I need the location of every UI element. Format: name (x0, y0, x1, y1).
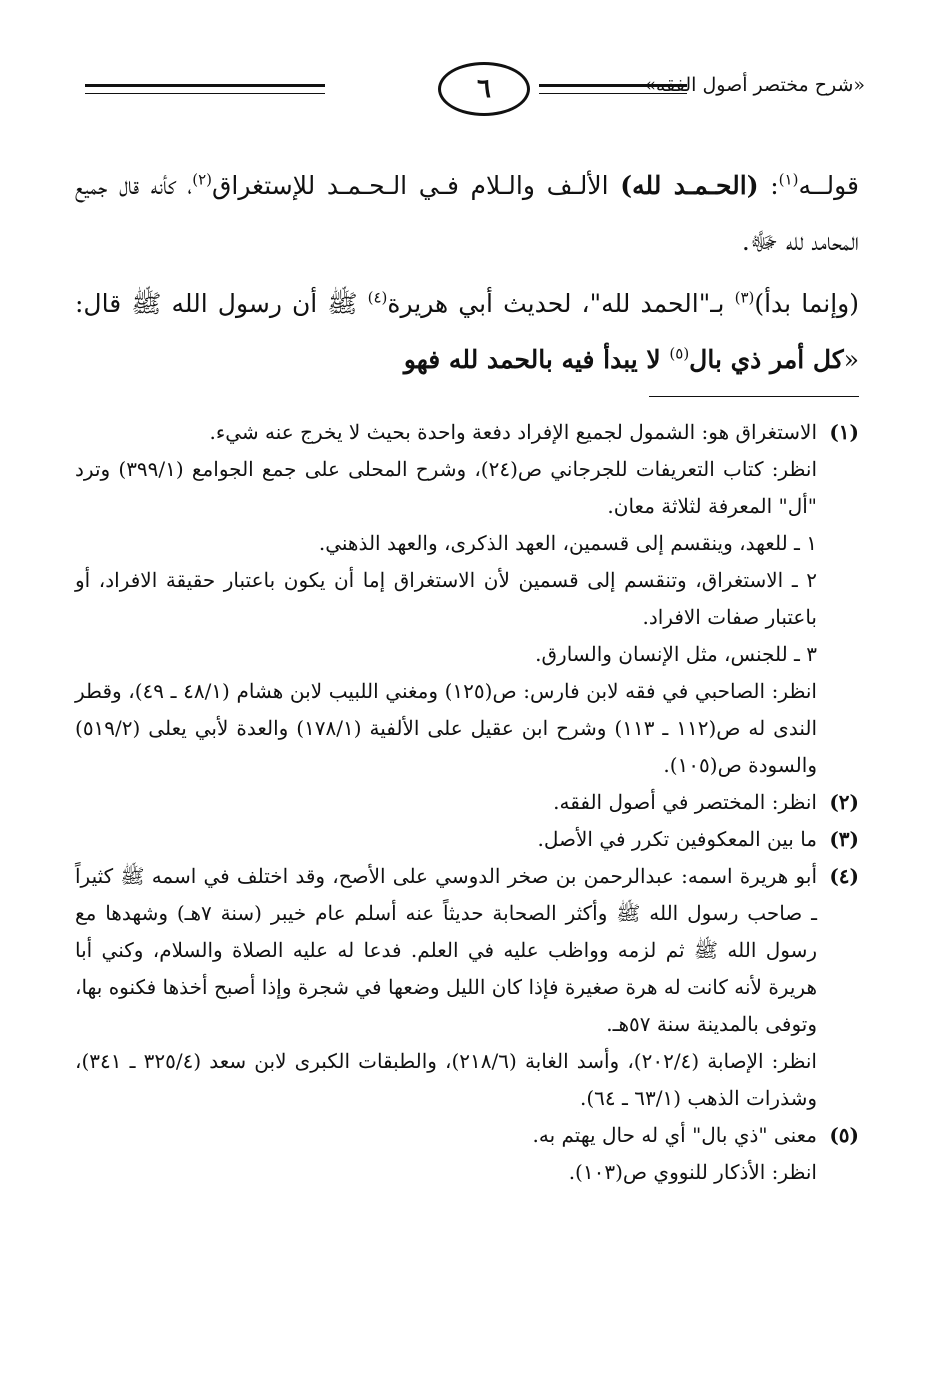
footnote-body (75, 858, 817, 1117)
footnotes (75, 414, 859, 1191)
footnote-number: (٣) (829, 827, 859, 851)
footnote-4 (75, 858, 859, 1117)
p1-bold-phrase: (الحـمـد لله) (620, 171, 759, 200)
footnote-line: ما بين المعكوفين تكرر في الأصل. (537, 827, 817, 851)
page-number: ٦ (438, 62, 530, 116)
footnote-line: انظر: الأذكار للنووي ص(١٠٣). (568, 1160, 817, 1184)
header-rule-left (85, 84, 325, 94)
header-rule-right (539, 84, 687, 94)
footnote-number: (٤) (829, 864, 859, 888)
footnote-line: انظر: كتاب التعريفات للجرجاني ص(٢٤)، وشرح المحلى على جمع الجوامع (٣٩٩/١) وترد "أل" المعرفة لثلاثة معان. (75, 457, 817, 518)
footnote-ref-1: (١) (778, 170, 799, 189)
p1-text-c: الألـف والـلام فـي الـحـمـد للإستغراق (212, 171, 621, 200)
footnote-line: أبو هريرة اسمه: عبدالرحمن بن صخر الدوسي على الأصح، وقد اختلف في اسمه ﷺ كثيراً ـ صاحب رسول الله ﷺ وأكثر الصحابة حديثاً عنه أسلم عام خيبر (سنة ٧هـ) وشهدها مع رسول الله ﷺ ثم لزمه وواظب عليه في العلم. فدعا له عليه الصلاة والسلام، وكني أبا هريرة لأنه كانت له هرة صغيرة فإذا كان الليل وضعها في شجرة وإذا أصبح أخذها فكنوه بها، وتوفى بالمدينة سنة ٥٧هـ. (75, 864, 817, 1036)
footnote-line: ٢ ـ الاستغراق، وتنقسم إلى قسمين لأن الاستغراق إما أن يكون باعتبار حقيقة الافراد، أو باعتبار صفات الافراد. (75, 568, 817, 629)
footnote-line: ١ ـ للعهد، وينقسم إلى قسمين، العهد الذكرى، والعهد الذهني. (318, 531, 817, 555)
p1-text-b: : (758, 171, 779, 200)
footnote-line: انظر: الصاحبي في فقه لابن فارس: ص(١٢٥) ومغني اللبيب لابن هشام (٤٨/١ ـ ٤٩)، وقطر الندى له ص(١١٢ ـ ١١٣) وشرح ابن عقيل على الألفية (١٧٨/١) والعدة لأبي يعلى (٥١٩/٢) والسودة ص(١٠٥). (75, 679, 817, 777)
footnote-1 (75, 414, 859, 784)
p1-text-a: قولــه (798, 171, 859, 200)
p2-text-a: (وإنما بدأ) (754, 289, 860, 318)
footnote-3 (75, 821, 859, 858)
footnote-body (75, 784, 817, 821)
footnote-2 (75, 784, 859, 821)
p2-text-b: بـ"الحمد لله"، لحديث أبي هريرة (387, 289, 735, 318)
footnote-number: (٢) (829, 790, 859, 814)
p2-bold-hadith-b: لا يبدأ فيه بالحمد لله فهو (403, 345, 670, 374)
footnote-separator (649, 396, 859, 397)
footnote-ref-4: (٤) (367, 288, 388, 307)
footnote-5 (75, 1117, 859, 1191)
footnote-number: (٥) (829, 1123, 859, 1147)
main-text (75, 158, 859, 388)
paragraph-1 (75, 158, 859, 270)
paragraph-2 (75, 276, 859, 388)
footnote-number: (١) (829, 420, 859, 444)
book-title: «شرح مختصر أصول الفقه» (644, 74, 865, 96)
footnote-ref-5: (٥) (669, 344, 690, 363)
page-header (85, 62, 865, 122)
footnote-body (75, 821, 817, 858)
p1-text-d: ، كأنه قال جميع المحامد لله ﷻ. (75, 171, 859, 256)
p2-text-c: ﷺ أن رسول الله ﷺ قال: « (75, 289, 859, 374)
footnote-line: انظر: المختصر في أصول الفقه. (553, 790, 817, 814)
footnote-body (75, 414, 817, 784)
footnote-line: انظر: الإصابة (٢٠٢/٤)، وأسد الغابة (٢١٨/٦)، والطبقات الكبرى لابن سعد (٣٢٥/٤ ـ ٣٤١)، وشذرات الذهب (٦٣/١ ـ ٦٤). (75, 1049, 817, 1110)
footnote-ref-2: (٢) (192, 170, 212, 189)
footnote-body (75, 1117, 817, 1191)
footnote-line: معنى "ذي بال" أي له حال يهتم به. (532, 1123, 817, 1147)
footnote-line: ٣ ـ للجنس، مثل الإنسان والسارق. (535, 642, 817, 666)
footnote-ref-3: (٣) (734, 288, 755, 307)
p2-bold-hadith-a: كل أمر ذي بال (689, 345, 844, 374)
footnote-line: الاستغراق هو: الشمول لجميع الإفراد دفعة واحدة بحيث لا يخرج عنه شيء. (209, 420, 817, 444)
